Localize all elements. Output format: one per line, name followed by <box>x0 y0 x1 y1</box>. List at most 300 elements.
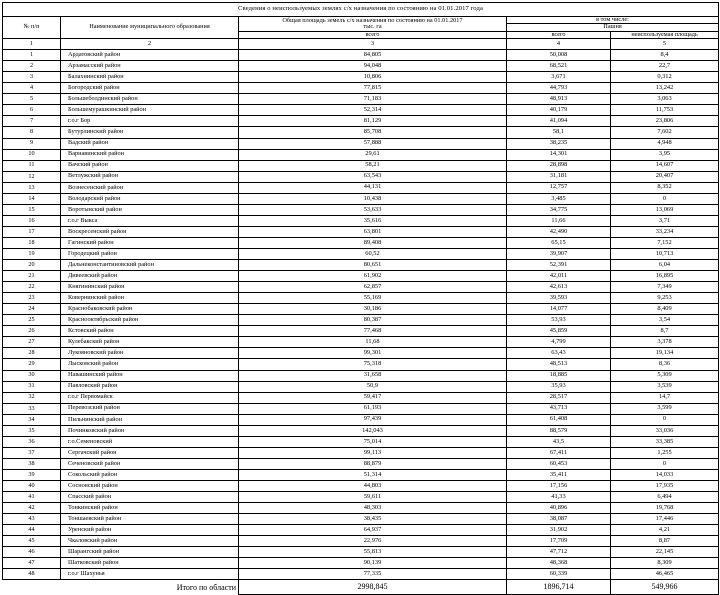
row-arable-unused: 3,71 <box>611 215 719 226</box>
row-arable-unused: 16,895 <box>611 271 719 282</box>
row-arable-unused: 8,4 <box>611 50 719 61</box>
row-municipality: Уренский район <box>61 525 239 536</box>
row-arable-total: 42,613 <box>507 282 611 293</box>
header-index: № п/п <box>3 17 61 39</box>
row-total-area: 57,888 <box>239 138 507 149</box>
table-row <box>3 569 719 580</box>
row-index: 22 <box>3 282 61 293</box>
header-total-area <box>239 17 507 32</box>
row-total-area: 55,169 <box>239 293 507 304</box>
table-row <box>3 392 719 403</box>
row-arable-total: 61,408 <box>507 414 611 425</box>
table-row <box>3 458 719 469</box>
row-municipality: Павловский район <box>61 381 239 392</box>
row-index: 37 <box>3 447 61 458</box>
row-index: 18 <box>3 237 61 248</box>
row-total-area: 48,303 <box>239 503 507 514</box>
row-index: 9 <box>3 138 61 149</box>
row-index: 2 <box>3 61 61 72</box>
table-row <box>3 381 719 392</box>
table-row <box>3 315 719 326</box>
row-arable-total: 48,913 <box>507 94 611 105</box>
row-municipality: Ардатовский район <box>61 50 239 61</box>
row-arable-total: 48,513 <box>507 359 611 370</box>
row-arable-total: 35,93 <box>507 381 611 392</box>
row-municipality: Тоншаевский район <box>61 514 239 525</box>
row-total-area: 77,468 <box>239 326 507 337</box>
header-total-area-unit: тыс. га <box>363 22 382 30</box>
row-index: 40 <box>3 480 61 491</box>
row-arable-unused: 8,409 <box>611 304 719 315</box>
row-municipality: Кулебакский район <box>61 337 239 348</box>
row-arable-total: 40,896 <box>507 503 611 514</box>
table-row <box>3 503 719 514</box>
row-arable-total: 58,1 <box>507 127 611 138</box>
row-total-area: 71,183 <box>239 94 507 105</box>
row-municipality: Большемурашкинский район <box>61 105 239 116</box>
table-header <box>3 3 719 50</box>
row-arable-unused: 20,407 <box>611 171 719 182</box>
document-title: Сведения о неиспользуемых землях с/х назначения по состоянию на 01.01.2017 года <box>3 3 719 17</box>
row-municipality: Шарангский район <box>61 547 239 558</box>
row-municipality: Гагинский район <box>61 237 239 248</box>
row-total-area: 88,879 <box>239 458 507 469</box>
row-index: 30 <box>3 370 61 381</box>
row-municipality: Володарский район <box>61 193 239 204</box>
row-arable-unused: 8,309 <box>611 558 719 569</box>
row-arable-total: 39,907 <box>507 249 611 260</box>
row-municipality: Перевозский район <box>61 403 239 414</box>
row-municipality: Вадский район <box>61 138 239 149</box>
row-total-area: 89,408 <box>239 237 507 248</box>
row-index: 43 <box>3 514 61 525</box>
row-index: 20 <box>3 260 61 271</box>
row-index: 25 <box>3 315 61 326</box>
table-row <box>3 182 719 193</box>
row-arable-unused: 11,753 <box>611 105 719 116</box>
row-municipality: Городецкий район <box>61 249 239 260</box>
row-municipality: Шатковский район <box>61 558 239 569</box>
row-total-area: 99,301 <box>239 348 507 359</box>
row-total-area: 61,193 <box>239 403 507 414</box>
colnum-1: 1 <box>3 39 61 50</box>
table-row <box>3 558 719 569</box>
row-arable-total: 17,156 <box>507 480 611 491</box>
row-arable-unused: 46,465 <box>611 569 719 580</box>
row-arable-unused: 6,04 <box>611 260 719 271</box>
row-arable-unused: 8,7 <box>611 326 719 337</box>
row-municipality: Воскресенский район <box>61 226 239 237</box>
table-row <box>3 127 719 138</box>
table-row <box>3 226 719 237</box>
row-arable-total: 31,902 <box>507 525 611 536</box>
row-arable-unused: 7,349 <box>611 282 719 293</box>
table-row <box>3 83 719 94</box>
row-municipality: Лысковский район <box>61 359 239 370</box>
row-arable-total: 28,517 <box>507 392 611 403</box>
table-body <box>3 50 719 580</box>
table-row <box>3 403 719 414</box>
row-total-area: 61,902 <box>239 271 507 282</box>
row-arable-unused: 33,234 <box>611 226 719 237</box>
header-group-arable: Пашня <box>507 24 719 31</box>
row-index: 35 <box>3 425 61 436</box>
row-municipality: Сеченовский район <box>61 458 239 469</box>
table-row <box>3 138 719 149</box>
row-arable-unused: 7,152 <box>611 237 719 248</box>
table-row <box>3 61 719 72</box>
row-index: 23 <box>3 293 61 304</box>
table-row <box>3 105 719 116</box>
row-total-area: 80,651 <box>239 260 507 271</box>
row-index: 24 <box>3 304 61 315</box>
row-arable-total: 28,898 <box>507 160 611 171</box>
row-arable-total: 11,66 <box>507 215 611 226</box>
row-index: 14 <box>3 193 61 204</box>
row-index: 32 <box>3 392 61 403</box>
table-row <box>3 547 719 558</box>
land-data-table <box>2 2 719 595</box>
row-total-area: 59,417 <box>239 392 507 403</box>
row-arable-total: 44,793 <box>507 83 611 94</box>
row-total-area: 35,616 <box>239 215 507 226</box>
title-row <box>3 3 719 17</box>
row-total-area: 55,813 <box>239 547 507 558</box>
row-arable-unused: 19,134 <box>611 348 719 359</box>
row-total-area: 77,815 <box>239 83 507 94</box>
table-row <box>3 536 719 547</box>
row-municipality: Воротынский район <box>61 204 239 215</box>
row-arable-unused: 13,069 <box>611 204 719 215</box>
row-index: 7 <box>3 116 61 127</box>
table-row <box>3 414 719 425</box>
row-arable-total: 50,008 <box>507 50 611 61</box>
row-arable-unused: 7,602 <box>611 127 719 138</box>
table-row <box>3 260 719 271</box>
table-row <box>3 326 719 337</box>
row-index: 46 <box>3 547 61 558</box>
row-arable-unused: 1,255 <box>611 447 719 458</box>
row-municipality: Богородский район <box>61 83 239 94</box>
row-municipality: Дивеевский район <box>61 271 239 282</box>
row-total-area: 81,129 <box>239 116 507 127</box>
row-arable-total: 38,087 <box>507 514 611 525</box>
row-total-area: 63,801 <box>239 226 507 237</box>
row-index: 27 <box>3 337 61 348</box>
row-municipality: Тонкинский район <box>61 503 239 514</box>
row-total-area: 58,21 <box>239 160 507 171</box>
row-arable-total: 65,15 <box>507 237 611 248</box>
row-arable-total: 14,301 <box>507 149 611 160</box>
table-row <box>3 282 719 293</box>
table-row <box>3 514 719 525</box>
row-municipality: Вознесенский район <box>61 182 239 193</box>
row-arable-total: 41,33 <box>507 492 611 503</box>
row-index: 28 <box>3 348 61 359</box>
row-arable-unused: 17,446 <box>611 514 719 525</box>
row-total-area: 99,113 <box>239 447 507 458</box>
row-total-area: 22,976 <box>239 536 507 547</box>
row-arable-total: 34,775 <box>507 204 611 215</box>
table-row <box>3 525 719 536</box>
row-index: 34 <box>3 414 61 425</box>
total-col4: 1896,714 <box>507 580 611 595</box>
table-row <box>3 304 719 315</box>
row-arable-total: 18,885 <box>507 370 611 381</box>
row-municipality: Дальнеконстантиновский район <box>61 260 239 271</box>
row-arable-unused: 33,036 <box>611 425 719 436</box>
row-municipality: г.о.г Первомайск <box>61 392 239 403</box>
table-row <box>3 116 719 127</box>
row-index: 42 <box>3 503 61 514</box>
row-municipality: г.о.г Шахунья <box>61 569 239 580</box>
row-total-area: 44,131 <box>239 182 507 193</box>
row-index: 48 <box>3 569 61 580</box>
row-arable-unused: 4,948 <box>611 138 719 149</box>
row-municipality: Большеболдинский район <box>61 94 239 105</box>
row-arable-total: 88,579 <box>507 425 611 436</box>
row-arable-total: 63,43 <box>507 348 611 359</box>
table-footer <box>3 580 719 595</box>
row-arable-total: 53,93 <box>507 315 611 326</box>
table-row <box>3 425 719 436</box>
total-label: Итого по области <box>176 582 236 592</box>
row-index: 47 <box>3 558 61 569</box>
row-total-area: 84,805 <box>239 50 507 61</box>
table-row <box>3 337 719 348</box>
row-arable-total: 43,713 <box>507 403 611 414</box>
table-row <box>3 480 719 491</box>
row-total-area: 80,387 <box>239 315 507 326</box>
header-group-including: в том числе: <box>507 17 719 24</box>
table-row <box>3 370 719 381</box>
row-index: 45 <box>3 536 61 547</box>
row-arable-unused: 23,806 <box>611 116 719 127</box>
header-total-area-main: Общая площадь земель с/х назначения по состоянию на 01.01.2017 <box>282 16 463 24</box>
row-municipality: Сергачский район <box>61 447 239 458</box>
row-municipality: Починковский район <box>61 425 239 436</box>
row-index: 12 <box>3 171 61 182</box>
row-arable-unused: 4,21 <box>611 525 719 536</box>
row-total-area: 94,048 <box>239 61 507 72</box>
row-total-area: 30,186 <box>239 304 507 315</box>
row-municipality: Краснобаковский район <box>61 304 239 315</box>
row-municipality: г.о.г Выкса <box>61 215 239 226</box>
row-arable-unused: 3,378 <box>611 337 719 348</box>
row-arable-total: 47,712 <box>507 547 611 558</box>
row-total-area: 142,043 <box>239 425 507 436</box>
table-row <box>3 436 719 447</box>
row-arable-total: 12,757 <box>507 182 611 193</box>
colnum-3: 3 <box>239 39 507 50</box>
row-arable-unused: 10,713 <box>611 249 719 260</box>
row-arable-total: 31,181 <box>507 171 611 182</box>
table-row <box>3 204 719 215</box>
row-arable-total: 60,453 <box>507 458 611 469</box>
table-row <box>3 72 719 83</box>
row-index: 29 <box>3 359 61 370</box>
row-total-area: 10,806 <box>239 72 507 83</box>
row-arable-unused: 33,385 <box>611 436 719 447</box>
row-arable-total: 35,411 <box>507 469 611 480</box>
row-arable-unused: 3,599 <box>611 403 719 414</box>
row-municipality: Ветлужский район <box>61 171 239 182</box>
row-municipality: Краснооктябрьский район <box>61 315 239 326</box>
row-arable-total: 60,339 <box>507 569 611 580</box>
row-arable-unused: 3,539 <box>611 381 719 392</box>
row-arable-total: 42,011 <box>507 271 611 282</box>
row-municipality: Арзамасский район <box>61 61 239 72</box>
row-total-area: 53,633 <box>239 204 507 215</box>
table-row <box>3 359 719 370</box>
total-col3: 2998,845 <box>239 580 507 595</box>
row-arable-unused: 3,54 <box>611 315 719 326</box>
row-municipality: г.о.Семеновский <box>61 436 239 447</box>
row-index: 5 <box>3 94 61 105</box>
row-arable-total: 67,411 <box>507 447 611 458</box>
row-arable-unused: 8,36 <box>611 359 719 370</box>
table-row <box>3 50 719 61</box>
row-total-area: 77,335 <box>239 569 507 580</box>
row-index: 31 <box>3 381 61 392</box>
row-arable-unused: 13,242 <box>611 83 719 94</box>
row-arable-total: 48,368 <box>507 558 611 569</box>
row-total-area: 31,658 <box>239 370 507 381</box>
row-municipality: Сосновский район <box>61 480 239 491</box>
total-row <box>3 580 719 595</box>
row-total-area: 10,438 <box>239 193 507 204</box>
row-index: 11 <box>3 160 61 171</box>
row-arable-unused: 8,352 <box>611 182 719 193</box>
row-index: 10 <box>3 149 61 160</box>
table-row <box>3 469 719 480</box>
row-municipality: Спасский район <box>61 492 239 503</box>
row-total-area: 97,439 <box>239 414 507 425</box>
row-arable-unused: 14,607 <box>611 160 719 171</box>
row-arable-total: 38,235 <box>507 138 611 149</box>
row-municipality: Кстовский район <box>61 326 239 337</box>
header-municipality: Наименование муниципального образования <box>61 17 239 39</box>
row-arable-unused: 0 <box>611 458 719 469</box>
row-municipality: Пильнинский район <box>61 414 239 425</box>
row-arable-total: 17,709 <box>507 536 611 547</box>
table-row <box>3 237 719 248</box>
row-arable-total: 52,391 <box>507 260 611 271</box>
table-row <box>3 171 719 182</box>
row-arable-unused: 0 <box>611 193 719 204</box>
row-arable-unused: 22,145 <box>611 547 719 558</box>
column-number-row <box>3 39 719 50</box>
row-arable-unused: 8,87 <box>611 536 719 547</box>
row-arable-unused: 0,312 <box>611 72 719 83</box>
colnum-5: 5 <box>611 39 719 50</box>
row-arable-total: 68,521 <box>507 61 611 72</box>
row-total-area: 60,52 <box>239 249 507 260</box>
row-municipality: Вачский район <box>61 160 239 171</box>
row-arable-unused: 3,95 <box>611 149 719 160</box>
row-municipality: Чкаловский район <box>61 536 239 547</box>
table-row <box>3 94 719 105</box>
row-total-area: 75,014 <box>239 436 507 447</box>
row-index: 19 <box>3 249 61 260</box>
row-index: 3 <box>3 72 61 83</box>
row-index: 38 <box>3 458 61 469</box>
table-row <box>3 293 719 304</box>
row-total-area: 52,314 <box>239 105 507 116</box>
table-row <box>3 149 719 160</box>
row-total-area: 85,708 <box>239 127 507 138</box>
row-index: 26 <box>3 326 61 337</box>
table-row <box>3 193 719 204</box>
row-arable-unused: 14,7 <box>611 392 719 403</box>
row-index: 41 <box>3 492 61 503</box>
header-arable-all: всего <box>507 31 611 38</box>
row-index: 1 <box>3 50 61 61</box>
colnum-2: 2 <box>61 39 239 50</box>
row-index: 13 <box>3 182 61 193</box>
table-row <box>3 271 719 282</box>
table-row <box>3 447 719 458</box>
table-row <box>3 215 719 226</box>
row-index: 15 <box>3 204 61 215</box>
header-total-all: всего <box>239 31 507 38</box>
row-index: 6 <box>3 105 61 116</box>
row-total-area: 64,937 <box>239 525 507 536</box>
row-arable-unused: 0 <box>611 414 719 425</box>
row-arable-total: 42,490 <box>507 226 611 237</box>
row-total-area: 62,857 <box>239 282 507 293</box>
row-municipality: г.о.г Бор <box>61 116 239 127</box>
table-row <box>3 249 719 260</box>
row-municipality: Навашинский район <box>61 370 239 381</box>
row-arable-total: 3,485 <box>507 193 611 204</box>
row-municipality: Варнавинский район <box>61 149 239 160</box>
total-col5: 549,966 <box>611 580 719 595</box>
row-total-area: 29,61 <box>239 149 507 160</box>
row-municipality: Лукояновский район <box>61 348 239 359</box>
row-index: 33 <box>3 403 61 414</box>
colnum-4: 4 <box>507 39 611 50</box>
row-arable-unused: 19,768 <box>611 503 719 514</box>
row-municipality: Княгининский район <box>61 282 239 293</box>
row-arable-unused: 9,253 <box>611 293 719 304</box>
row-index: 4 <box>3 83 61 94</box>
row-arable-unused: 17,935 <box>611 480 719 491</box>
row-total-area: 11,68 <box>239 337 507 348</box>
row-arable-total: 45,859 <box>507 326 611 337</box>
row-arable-total: 4,799 <box>507 337 611 348</box>
row-municipality: Балахнинский район <box>61 72 239 83</box>
row-arable-unused: 6,494 <box>611 492 719 503</box>
row-total-area: 90,139 <box>239 558 507 569</box>
row-municipality: Бутурлинский район <box>61 127 239 138</box>
row-index: 8 <box>3 127 61 138</box>
row-arable-total: 39,593 <box>507 293 611 304</box>
header-arable-unused: неиспользуемая площадь <box>611 31 719 38</box>
row-arable-unused: 3,063 <box>611 94 719 105</box>
row-index: 16 <box>3 215 61 226</box>
table-row <box>3 492 719 503</box>
row-arable-total: 41,094 <box>507 116 611 127</box>
row-total-area: 75,318 <box>239 359 507 370</box>
row-arable-total: 3,671 <box>507 72 611 83</box>
table-row <box>3 160 719 171</box>
row-index: 21 <box>3 271 61 282</box>
row-total-area: 50,9 <box>239 381 507 392</box>
row-arable-total: 14,077 <box>507 304 611 315</box>
row-index: 17 <box>3 226 61 237</box>
row-index: 36 <box>3 436 61 447</box>
